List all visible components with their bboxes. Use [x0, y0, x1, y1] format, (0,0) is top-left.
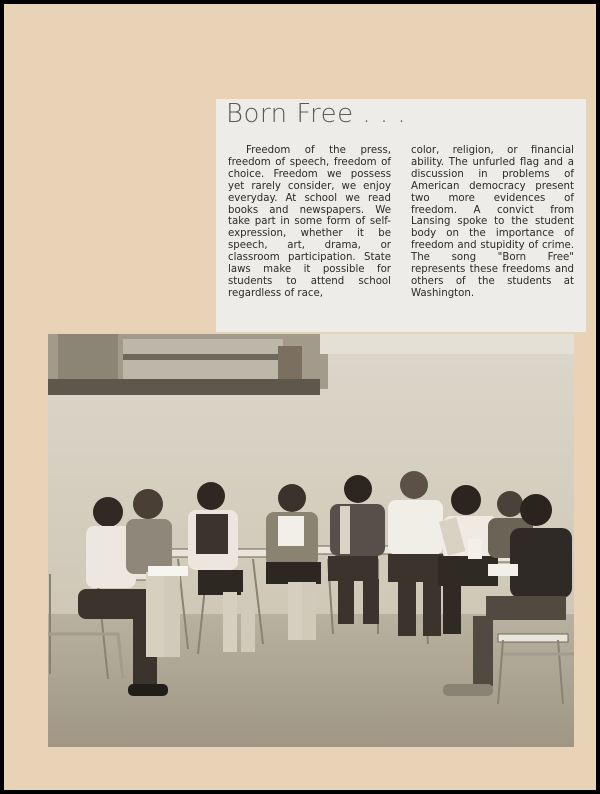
article-column-right: color, religion, or financial ability. The unfurled flag and a discussion in problems of American democracy present two more evidences of freedom. A convict from Lansing spoke to the student body on the importance of freedom and stupidity of crime. The song "Born Free" represents these freedoms and others of the students at Washington.	[411, 145, 574, 299]
yearbook-page	[4, 4, 596, 790]
classroom-photo	[48, 334, 574, 747]
article-title: Born Free . . .	[226, 99, 407, 129]
article-columns	[228, 145, 574, 300]
article-text-panel	[216, 99, 586, 332]
article-column-left: Freedom of the press, freedom of speech, freedom of choice. Freedom we possess yet rarely consider, we enjoy everyday. At school we read books and newspapers. We take part in some form of self-expression, whether it be speech, art, drama, or classroom participation. State laws make it possible for students to attend school regardless of race,	[228, 145, 391, 299]
classroom-photo-illustration	[48, 334, 574, 747]
